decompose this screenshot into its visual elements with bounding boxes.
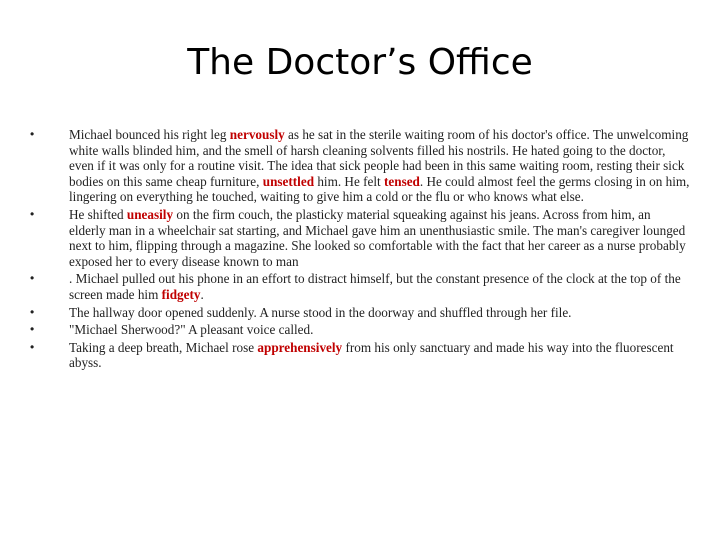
paragraph-2	[30, 207, 690, 269]
paragraph-text	[69, 207, 686, 269]
paragraph-6	[30, 340, 690, 371]
text-run: as he sat in the sterile waiting room of his doctor's office. The unwelcoming white walls blinded him, and the smell of harsh cleaning solvents filled his nostrils. He hated going to the doctor, even if it was only for a routine visit. The idea that sick people had been in this same waiting room, resting their sick bodies on this same cheap furniture,	[69, 127, 689, 189]
text-run: "Michael Sherwood?" A pleasant voice called.	[69, 322, 314, 338]
highlighted-word-tensed: tensed	[383, 173, 420, 189]
text-run: He shifted	[69, 206, 127, 222]
highlighted-word-nervously: nervously	[229, 127, 285, 142]
paragraph-text	[69, 322, 313, 337]
text-run: .	[200, 286, 204, 302]
bullet-icon: •	[30, 339, 35, 354]
text-run: Michael bounced his right leg	[69, 127, 230, 142]
paragraph-4	[30, 305, 690, 321]
paragraph-text	[69, 127, 689, 204]
highlighted-word-unsettled: unsettled	[262, 173, 315, 189]
paragraph-text	[69, 340, 674, 371]
slide-title: The Doctor’s Office	[187, 42, 533, 83]
text-run: from his only sanctuary and made his way into the fluorescent abyss.	[69, 339, 674, 371]
text-run: . Michael pulled out his phone in an effort to distract himself, but the constant presence of the clock at the top of the screen made him	[69, 271, 681, 302]
paragraph-text	[69, 305, 571, 320]
text-run: . He could almost feel the germs closing in on him, lingering on everything he touched, waiting to give him a cold or the flu or who knows what else.	[69, 173, 690, 205]
paragraph-text	[69, 271, 681, 302]
highlighted-word-apprehensively: apprehensively	[257, 339, 343, 355]
bullet-icon: •	[30, 304, 35, 319]
bullet-icon: •	[30, 322, 35, 337]
text-run: The hallway door opened suddenly. A nurse stood in the doorway and shuffled through her file.	[69, 304, 572, 320]
paragraph-5	[30, 322, 690, 338]
story-bullet-list	[30, 127, 690, 373]
paragraph-1	[30, 127, 690, 205]
bullet-icon: •	[30, 206, 35, 221]
text-run: him. He felt	[314, 173, 384, 189]
bullet-icon: •	[30, 271, 35, 286]
bullet-icon: •	[30, 127, 35, 141]
text-run: on the firm couch, the plasticky material squeaking against his jeans. Across from him, an elderly man in a wheelchair sat starting, and Michael gave him an unenthusiastic smile. The man's caregiver lounged next to him, flipping through a magazine. She looked so comfortable with the fact that her career as a nurse probably exposed her to every disease known to man	[69, 206, 686, 269]
highlighted-word-uneasily: uneasily	[126, 206, 174, 222]
highlighted-word-fidgety: fidgety	[161, 286, 201, 302]
paragraph-3	[30, 271, 690, 302]
text-run: Taking a deep breath, Michael rose	[69, 339, 258, 355]
